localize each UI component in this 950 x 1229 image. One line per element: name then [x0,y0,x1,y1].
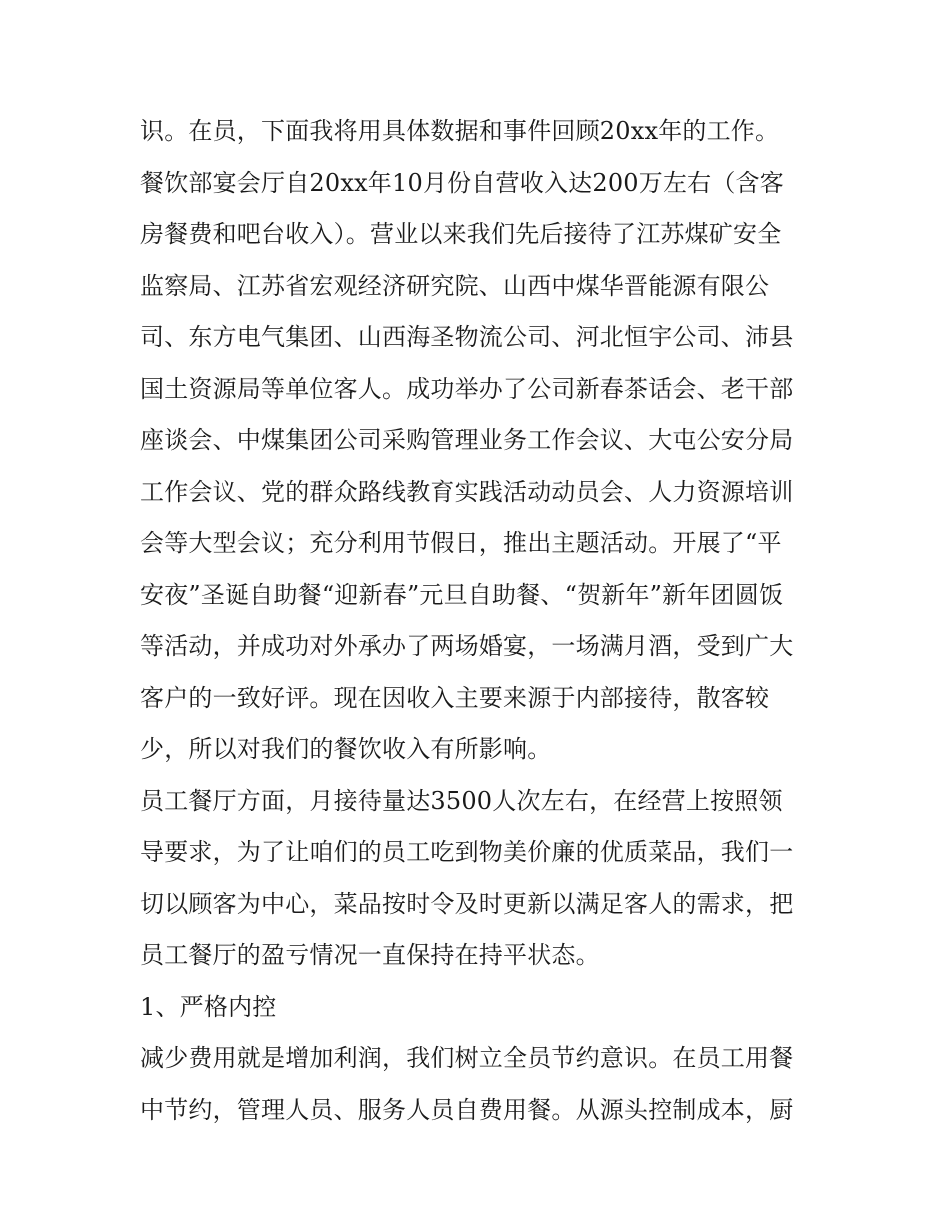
document-body [140,106,820,1136]
text-line-7: 座谈会、中煤集团公司采购管理业务工作会议、大屯公安分局 [140,426,794,454]
text-line-3: 房餐费和吧台收入）。营业以来我们先后接待了江苏煤矿安全 [140,220,782,248]
text-line-2: 餐饮部宴会厅自20xx年10月份自营收入达200万左右（含客 [140,168,784,197]
text-line-4: 监察局、江苏省宏观经济研究院、山西中煤华晋能源有限公 [140,271,770,300]
text-line-15: 导要求，为了让咱们的员工吃到物美价廉的优质菜品，我们一 [140,838,794,866]
text-line-17: 员工餐厅的盈亏情况一直保持在持平状态。 [140,941,600,969]
text-line-19: 减少费用就是增加利润，我们树立全员节约意识。在员工用餐 [140,1044,794,1072]
text-line-11: 等活动，并成功对外承办了两场婚宴，一场满月酒，受到广大 [140,632,794,660]
text-line-8: 工作会议、党的群众路线教育实践活动动员会、人力资源培训 [140,477,794,506]
text-line-5: 司、东方电气集团、山西海圣物流公司、河北恒宇公司、沛县 [140,323,794,351]
text-line-1: 识。在员，下面我将用具体数据和事件回顾20xx年的工作。 [140,117,780,145]
text-line-13: 少，所以对我们的餐饮收入有所影响。 [140,735,552,763]
text-line-6: 国土资源局等单位客人。成功举办了公司新春茶话会、老干部 [140,374,794,403]
text-line-20: 中节约，管理人员、服务人员自费用餐。从源头控制成本，厨 [140,1095,794,1124]
text-line-14: 员工餐厅方面，月接待量达3500人次左右，在经营上按照领 [140,786,783,815]
text-line-10: 安夜”圣诞自助餐“迎新春”元旦自助餐、“贺新年”新年团圆饭 [140,580,784,609]
section-heading: 1、严格内控 [140,992,277,1021]
text-line-9: 会等大型会议；充分利用节假日，推出主题活动。开展了“平 [140,529,782,557]
text-line-16: 切以顾客为中心，菜品按时令及时更新以满足客人的需求，把 [140,889,794,918]
text-line-12: 客户的一致好评。现在因收入主要来源于内部接待，散客较 [140,683,770,712]
